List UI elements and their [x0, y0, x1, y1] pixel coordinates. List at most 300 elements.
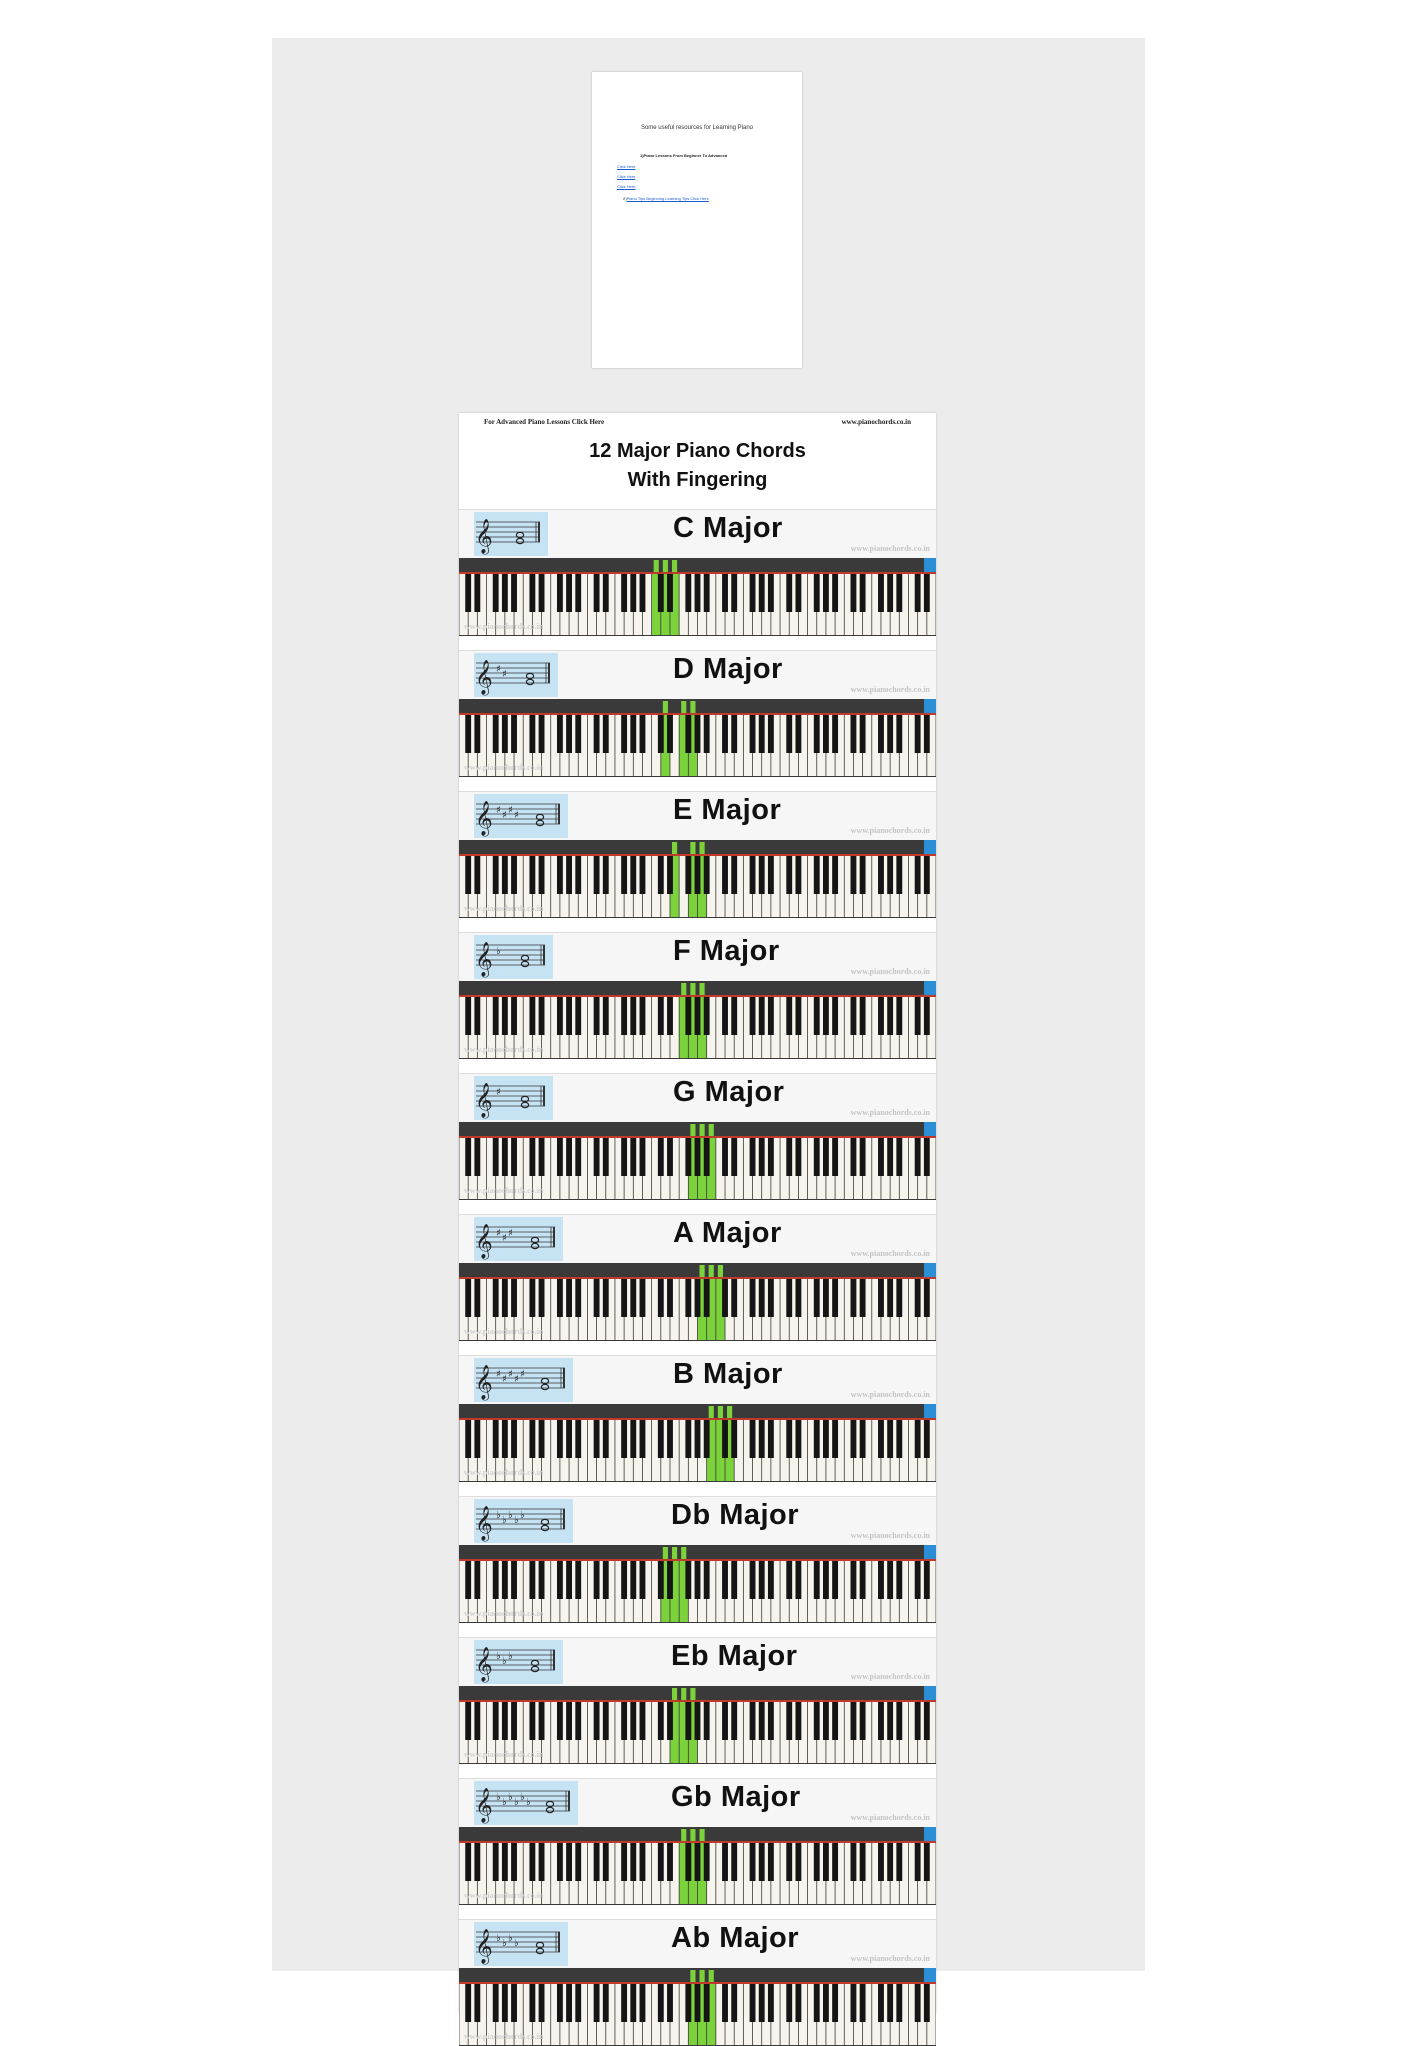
black-key [851, 574, 857, 612]
black-key [860, 1702, 866, 1740]
black-key [823, 715, 829, 753]
black-key [731, 574, 737, 612]
black-key [621, 1702, 627, 1740]
sharp-icon: ♯ [496, 1087, 501, 1098]
black-key [493, 1843, 499, 1881]
black-key [621, 1843, 627, 1881]
flat-icon: ♭ [514, 1797, 519, 1808]
chord-name: A Major [673, 1217, 782, 1249]
black-key [823, 1984, 829, 2022]
black-key [832, 997, 838, 1035]
black-key [795, 997, 801, 1035]
black-key [896, 856, 902, 894]
black-key [851, 997, 857, 1035]
flat-icon: ♭ [502, 1656, 507, 1667]
black-key [750, 1702, 756, 1740]
watermark: www.pianochords.co.in [850, 544, 930, 553]
flat-icon: ♭ [514, 1515, 519, 1526]
chord-name: G Major [673, 1076, 785, 1108]
black-key [502, 1420, 508, 1458]
black-key [878, 574, 884, 612]
black-key [878, 715, 884, 753]
black-key [704, 715, 710, 753]
black-key [695, 856, 701, 894]
black-key [685, 574, 691, 612]
finger-marker [700, 1829, 705, 1841]
black-key [759, 1561, 765, 1599]
watermark: www.pianochords.co.in [464, 1891, 544, 1900]
finger-marker [700, 1124, 705, 1136]
black-key [685, 1984, 691, 2022]
black-key [786, 1984, 792, 2022]
black-key [511, 1702, 517, 1740]
black-key [731, 1279, 737, 1317]
black-key [759, 574, 765, 612]
treble-clef-icon: 𝄞 [475, 801, 493, 836]
black-key [502, 574, 508, 612]
black-key [474, 574, 480, 612]
black-key [759, 1702, 765, 1740]
black-key [704, 1843, 710, 1881]
black-key [795, 1420, 801, 1458]
black-key [493, 997, 499, 1035]
finger-marker [700, 1970, 705, 1982]
black-key [750, 1279, 756, 1317]
chord-card [459, 1637, 936, 1764]
black-key [924, 1420, 930, 1458]
black-key [667, 1138, 673, 1176]
black-key [640, 1420, 646, 1458]
tips-note [623, 196, 709, 201]
finger-marker [690, 701, 695, 713]
black-key [860, 1279, 866, 1317]
watermark: www.pianochords.co.in [464, 1609, 544, 1618]
black-key [786, 715, 792, 753]
black-key [750, 1138, 756, 1176]
black-key [474, 856, 480, 894]
finger-marker [690, 1688, 695, 1700]
black-key [621, 574, 627, 612]
black-key [566, 1843, 572, 1881]
black-key [695, 1420, 701, 1458]
black-key [878, 856, 884, 894]
black-key [465, 1702, 471, 1740]
black-key [704, 1984, 710, 2022]
black-key [658, 1843, 664, 1881]
black-key [887, 1561, 893, 1599]
black-key [795, 715, 801, 753]
watermark: www.pianochords.co.in [464, 1186, 544, 1195]
black-key [529, 1561, 535, 1599]
black-key [795, 1561, 801, 1599]
treble-clef-icon: 𝄞 [475, 1647, 493, 1682]
finger-marker [663, 1547, 668, 1559]
black-key [896, 1702, 902, 1740]
chord-card [459, 650, 936, 777]
black-key [640, 1984, 646, 2022]
black-key [630, 997, 636, 1035]
black-key [465, 1279, 471, 1317]
black-key [878, 1279, 884, 1317]
black-key [795, 1843, 801, 1881]
black-key [685, 1138, 691, 1176]
chord-note-icon [526, 679, 533, 684]
black-key [695, 1561, 701, 1599]
black-key [685, 1843, 691, 1881]
black-key [759, 1279, 765, 1317]
black-key [860, 574, 866, 612]
black-key [474, 1984, 480, 2022]
black-key [529, 997, 535, 1035]
black-key [685, 1561, 691, 1599]
black-key [566, 1702, 572, 1740]
chord-card [459, 791, 936, 918]
black-key [722, 1702, 728, 1740]
treble-clef-icon: 𝄞 [475, 1224, 493, 1259]
black-key [695, 1843, 701, 1881]
black-key [557, 1420, 563, 1458]
black-key [759, 1138, 765, 1176]
black-key [823, 1561, 829, 1599]
watermark: www.pianochords.co.in [850, 1390, 930, 1399]
tips-link[interactable]: Piano Tips Beginning Learning Tips Click Here [626, 196, 709, 201]
black-key [474, 1843, 480, 1881]
black-key [667, 1420, 673, 1458]
black-key [685, 715, 691, 753]
black-key [539, 1420, 545, 1458]
finger-marker [709, 1970, 714, 1982]
black-key [695, 1984, 701, 2022]
black-key [786, 1420, 792, 1458]
black-key [603, 1843, 609, 1881]
treble-clef-icon: 𝄞 [475, 660, 493, 695]
document-title [459, 437, 936, 495]
chord-name: Eb Major [671, 1640, 798, 1672]
black-key [915, 1561, 921, 1599]
black-key [915, 1984, 921, 2022]
black-key [915, 856, 921, 894]
black-key [832, 856, 838, 894]
black-key [529, 1138, 535, 1176]
black-key [566, 997, 572, 1035]
flat-icon: ♭ [508, 1510, 513, 1521]
resources-subtitle: 1)Piano Lessons From Beginner To Advanced [640, 153, 728, 158]
black-key [685, 1279, 691, 1317]
chord-name: F Major [673, 935, 780, 967]
black-key [621, 856, 627, 894]
black-key [814, 1279, 820, 1317]
black-key [768, 574, 774, 612]
black-key [768, 1561, 774, 1599]
black-key [621, 1420, 627, 1458]
black-key [750, 1420, 756, 1458]
black-key [566, 856, 572, 894]
black-key [814, 715, 820, 753]
black-key [704, 1561, 710, 1599]
black-key [786, 1843, 792, 1881]
black-key [896, 574, 902, 612]
black-key [823, 1420, 829, 1458]
black-key [896, 1984, 902, 2022]
chord-name: D Major [673, 653, 783, 685]
black-key [566, 1279, 572, 1317]
black-key [603, 1138, 609, 1176]
black-key [851, 1984, 857, 2022]
flat-icon: ♭ [508, 1792, 513, 1803]
black-key [658, 1561, 664, 1599]
black-key [722, 1984, 728, 2022]
black-key [786, 997, 792, 1035]
black-key [557, 574, 563, 612]
black-key [915, 997, 921, 1035]
black-key [795, 1279, 801, 1317]
black-key [566, 1984, 572, 2022]
sharp-icon: ♯ [514, 810, 519, 821]
finger-marker [681, 1688, 686, 1700]
watermark: www.pianochords.co.in [850, 1249, 930, 1258]
chord-name: Gb Major [671, 1781, 801, 1813]
flat-icon: ♭ [502, 1797, 507, 1808]
black-key [878, 1420, 884, 1458]
black-key [750, 574, 756, 612]
black-key [860, 1138, 866, 1176]
black-key [860, 715, 866, 753]
key-signature-staff [474, 1640, 563, 1684]
black-key [594, 1138, 600, 1176]
black-key [832, 1138, 838, 1176]
black-key [704, 1279, 710, 1317]
black-key [474, 1279, 480, 1317]
black-key [851, 1702, 857, 1740]
watermark: www.pianochords.co.in [464, 1327, 544, 1336]
flat-icon: ♭ [520, 1792, 525, 1803]
key-signature-staff [474, 1781, 578, 1825]
watermark: www.pianochords.co.in [464, 1468, 544, 1477]
black-key [860, 997, 866, 1035]
chord-card [459, 1073, 936, 1200]
flat-icon: ♭ [496, 1933, 501, 1944]
black-key [502, 1702, 508, 1740]
black-key [511, 1984, 517, 2022]
black-key [539, 1984, 545, 2022]
black-key [878, 1843, 884, 1881]
black-key [786, 1138, 792, 1176]
black-key [502, 1843, 508, 1881]
black-key [832, 1843, 838, 1881]
black-key [704, 1138, 710, 1176]
black-key [511, 1138, 517, 1176]
finger-marker [690, 1829, 695, 1841]
black-key [630, 1843, 636, 1881]
black-key [465, 1561, 471, 1599]
black-key [557, 1138, 563, 1176]
black-key [695, 1702, 701, 1740]
black-key [915, 1843, 921, 1881]
page-1 [592, 72, 802, 368]
watermark: www.pianochords.co.in [464, 622, 544, 631]
black-key [557, 1702, 563, 1740]
black-key [851, 1561, 857, 1599]
black-key [768, 997, 774, 1035]
black-key [667, 715, 673, 753]
click-here-link-3[interactable]: Click Here [617, 184, 636, 189]
black-key [860, 1561, 866, 1599]
black-key [493, 856, 499, 894]
black-key [759, 715, 765, 753]
chord-card [459, 1496, 936, 1623]
finger-marker [681, 701, 686, 713]
sharp-icon: ♯ [502, 1374, 507, 1385]
black-key [594, 1702, 600, 1740]
black-key [667, 997, 673, 1035]
black-key [667, 1984, 673, 2022]
black-key [511, 574, 517, 612]
black-key [924, 1561, 930, 1599]
black-key [667, 856, 673, 894]
flat-icon: ♭ [502, 1938, 507, 1949]
black-key [759, 1843, 765, 1881]
black-key [731, 1420, 737, 1458]
black-key [851, 1279, 857, 1317]
black-key [557, 856, 563, 894]
black-key [603, 715, 609, 753]
chord-name: B Major [673, 1358, 783, 1390]
black-key [594, 1984, 600, 2022]
black-key [750, 1561, 756, 1599]
black-key [878, 1138, 884, 1176]
black-key [924, 1138, 930, 1176]
black-key [511, 1420, 517, 1458]
sharp-icon: ♯ [496, 1228, 501, 1239]
finger-marker [690, 1124, 695, 1136]
black-key [896, 715, 902, 753]
site-url: www.pianochords.co.in [841, 418, 911, 426]
black-key [529, 1702, 535, 1740]
watermark: www.pianochords.co.in [850, 1108, 930, 1117]
black-key [795, 1984, 801, 2022]
black-key [465, 574, 471, 612]
black-key [566, 715, 572, 753]
black-key [814, 856, 820, 894]
finger-marker [709, 1124, 714, 1136]
black-key [502, 856, 508, 894]
black-key [731, 1984, 737, 2022]
black-key [575, 1843, 581, 1881]
black-key [750, 1843, 756, 1881]
black-key [759, 997, 765, 1035]
treble-clef-icon: 𝄞 [475, 1929, 493, 1964]
black-key [557, 715, 563, 753]
black-key [731, 997, 737, 1035]
black-key [851, 1138, 857, 1176]
black-key [658, 1984, 664, 2022]
watermark: www.pianochords.co.in [850, 1954, 930, 1963]
black-key [695, 1138, 701, 1176]
black-key [511, 715, 517, 753]
black-key [529, 1843, 535, 1881]
black-key [759, 856, 765, 894]
black-key [722, 997, 728, 1035]
finger-marker [672, 1688, 677, 1700]
black-key [575, 856, 581, 894]
black-key [493, 1420, 499, 1458]
black-key [658, 1420, 664, 1458]
watermark: www.pianochords.co.in [464, 763, 544, 772]
black-key [731, 1138, 737, 1176]
finger-marker [690, 1970, 695, 1982]
black-key [795, 1138, 801, 1176]
black-key [795, 574, 801, 612]
chord-note-icon [521, 961, 528, 966]
black-key [832, 574, 838, 612]
black-key [704, 1420, 710, 1458]
black-key [575, 1279, 581, 1317]
sharp-icon: ♯ [502, 810, 507, 821]
black-key [768, 1279, 774, 1317]
black-key [823, 1702, 829, 1740]
key-signature-staff [474, 1922, 568, 1966]
finger-marker [663, 560, 668, 572]
black-key [630, 574, 636, 612]
black-key [768, 1138, 774, 1176]
black-key [640, 1561, 646, 1599]
black-key [860, 856, 866, 894]
chord-card [459, 509, 936, 636]
black-key [493, 1561, 499, 1599]
black-key [575, 1420, 581, 1458]
black-key [768, 1702, 774, 1740]
black-key [722, 1561, 728, 1599]
black-key [575, 1561, 581, 1599]
page-2 [459, 413, 936, 2041]
click-here-link-2[interactable]: Click Here [617, 174, 636, 179]
black-key [465, 997, 471, 1035]
black-key [511, 856, 517, 894]
black-key [630, 856, 636, 894]
black-key [768, 856, 774, 894]
black-key [832, 1279, 838, 1317]
black-key [474, 715, 480, 753]
click-here-link-1[interactable]: Click Here [617, 164, 636, 169]
advanced-lessons-link[interactable]: For Advanced Piano Lessons Click Here [484, 418, 605, 426]
black-key [860, 1843, 866, 1881]
black-key [887, 1702, 893, 1740]
black-key [465, 715, 471, 753]
finger-marker [672, 1547, 677, 1559]
watermark: www.pianochords.co.in [850, 1813, 930, 1822]
flat-icon: ♭ [514, 1938, 519, 1949]
black-key [502, 715, 508, 753]
black-key [731, 715, 737, 753]
black-key [667, 574, 673, 612]
black-key [887, 997, 893, 1035]
black-key [621, 1138, 627, 1176]
black-key [915, 1279, 921, 1317]
document-viewer[interactable] [272, 38, 1145, 2041]
black-key [887, 1279, 893, 1317]
finger-marker [690, 983, 695, 995]
chord-name: C Major [673, 512, 783, 544]
black-key [768, 1843, 774, 1881]
black-key [814, 1138, 820, 1176]
finger-marker [681, 1547, 686, 1559]
black-key [511, 1843, 517, 1881]
document-title-line-1: 12 Major Piano Chords [589, 440, 806, 462]
black-key [814, 574, 820, 612]
black-key [823, 1279, 829, 1317]
flat-icon: ♭ [502, 1515, 507, 1526]
black-key [640, 574, 646, 612]
